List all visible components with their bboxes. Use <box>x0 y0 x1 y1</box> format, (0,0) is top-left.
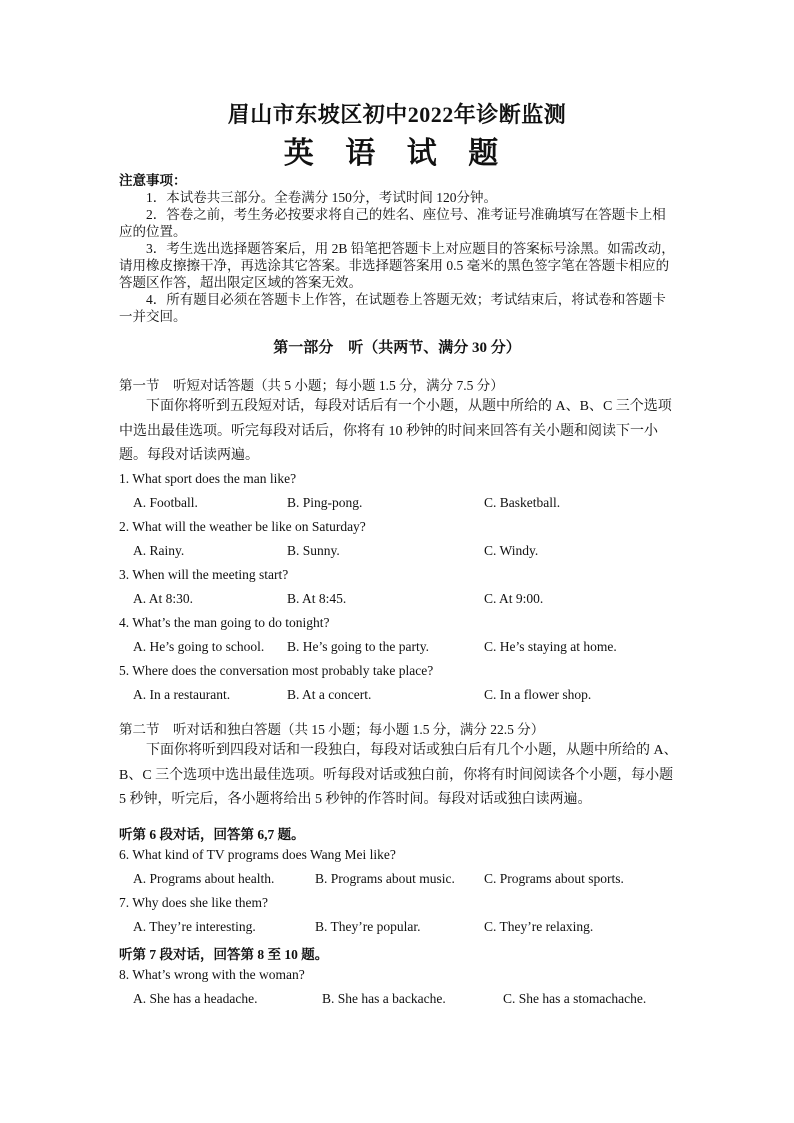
option-a: A. In a restaurant. <box>133 687 231 702</box>
option-b: B. At a concert. <box>287 687 372 702</box>
question-2: 2. What will the weather be like on Saturday? <box>119 519 366 534</box>
option-b: B. At 8:45. <box>287 591 347 606</box>
notice-item: 2．答卷之前，考生务必按要求将自己的姓名、座位号、准考证号准确填写在答题卡上相应的位置。 <box>119 207 666 239</box>
dialog-6-heading: 听第 6 段对话，回答第 6,7 题。 <box>119 827 305 842</box>
exam-subject-title: 英 语 试 题 <box>283 137 511 170</box>
options-7 <box>133 919 693 939</box>
option-c: C. Basketball. <box>484 495 561 510</box>
option-a: A. She has a headache. <box>133 991 258 1006</box>
option-b: B. He’s going to the party. <box>287 639 429 654</box>
option-c: C. Programs about sports. <box>484 871 624 886</box>
exam-title: 眉山市东坡区初中2022年诊断监测 <box>227 102 567 127</box>
options-3 <box>133 591 693 611</box>
option-b: B. Programs about music. <box>315 871 455 886</box>
option-c: C. They’re relaxing. <box>484 919 594 934</box>
question-5: 5. Where does the conversation most probably take place? <box>119 663 434 678</box>
option-b: B. They’re popular. <box>315 919 421 934</box>
question-8: 8. What’s wrong with the woman? <box>119 967 305 982</box>
section2-title: 第二节 听对话和独白答题（共 15 小题；每小题 1.5 分，满分 22.5 分） <box>119 722 545 737</box>
option-b: B. She has a backache. <box>322 991 446 1006</box>
question-3: 3. When will the meeting start? <box>119 567 289 582</box>
dialog-7-heading: 听第 7 段对话，回答第 8 至 10 题。 <box>119 947 329 962</box>
question-4: 4. What’s the man going to do tonight? <box>119 615 330 630</box>
options-6 <box>133 871 693 891</box>
option-b: B. Sunny. <box>287 543 340 558</box>
options-1 <box>133 495 693 515</box>
section2-instructions: 下面你将听到四段对话和一段独白，每段对话或独白后有几个小题，从题中所给的 A、B、C 三个选项中选出最佳选项。听每段对话或独白前，你将有时间阅读各个小题，每小题 5 秒钟，听完后，各小题将给出 5 秒钟的作答时间。每段对话或独白读两遍。 <box>119 743 678 807</box>
option-a: A. At 8:30. <box>133 591 194 606</box>
option-c: C. Windy. <box>484 543 539 558</box>
section1-instructions: 下面你将听到五段短对话，每段对话后有一个小题，从题中所给的 A、B、C 三个选项中选出最佳选项。听完每段对话后，你将有 10 秒钟的时间来回答有关小题和阅读下一小题。每段对话读两遍。 <box>119 399 672 463</box>
section1-title: 第一节 听短对话答题（共 5 小题；每小题 1.5 分，满分 7.5 分） <box>119 378 504 393</box>
question-7: 7. Why does she like them? <box>119 895 268 910</box>
option-a: A. Football. <box>133 495 198 510</box>
option-c: C. At 9:00. <box>484 591 544 606</box>
option-c: C. In a flower shop. <box>484 687 592 702</box>
option-a: A. They’re interesting. <box>133 919 256 934</box>
question-1: 1. What sport does the man like? <box>119 471 297 486</box>
option-c: C. He’s staying at home. <box>484 639 617 654</box>
option-a: A. He’s going to school. <box>133 639 265 654</box>
option-a: A. Programs about health. <box>133 871 275 886</box>
option-b: B. Ping-pong. <box>287 495 363 510</box>
options-8 <box>133 991 693 1011</box>
notice-heading: 注意事项： <box>119 173 187 188</box>
options-2 <box>133 543 693 563</box>
options-5 <box>133 687 693 707</box>
option-a: A. Rainy. <box>133 543 185 558</box>
notice-block <box>119 172 679 325</box>
notice-item: 3．考生选出选择题答案后，用 2B 铅笔把答题卡上对应题目的答案标号涂黑。如需改动，请用橡皮擦擦干净，再选涂其它答案。非选择题答案用 0.5 毫米的黑色签字笔在答题卡相应的答题区作答，超出限定区域的答案无效。 <box>119 241 675 290</box>
options-4 <box>133 639 693 659</box>
part1-title: 第一部分 听（共两节、满分 30 分） <box>273 340 521 356</box>
option-c: C. She has a stomachache. <box>503 991 647 1006</box>
question-6: 6. What kind of TV programs does Wang Mei like? <box>119 847 396 862</box>
notice-item: 4．所有题目必须在答题卡上作答，在试题卷上答题无效；考试结束后，将试卷和答题卡一并交回。 <box>119 292 666 324</box>
notice-item: 1．本试卷共三部分。全卷满分 150分，考试时间 120分钟。 <box>146 190 497 205</box>
